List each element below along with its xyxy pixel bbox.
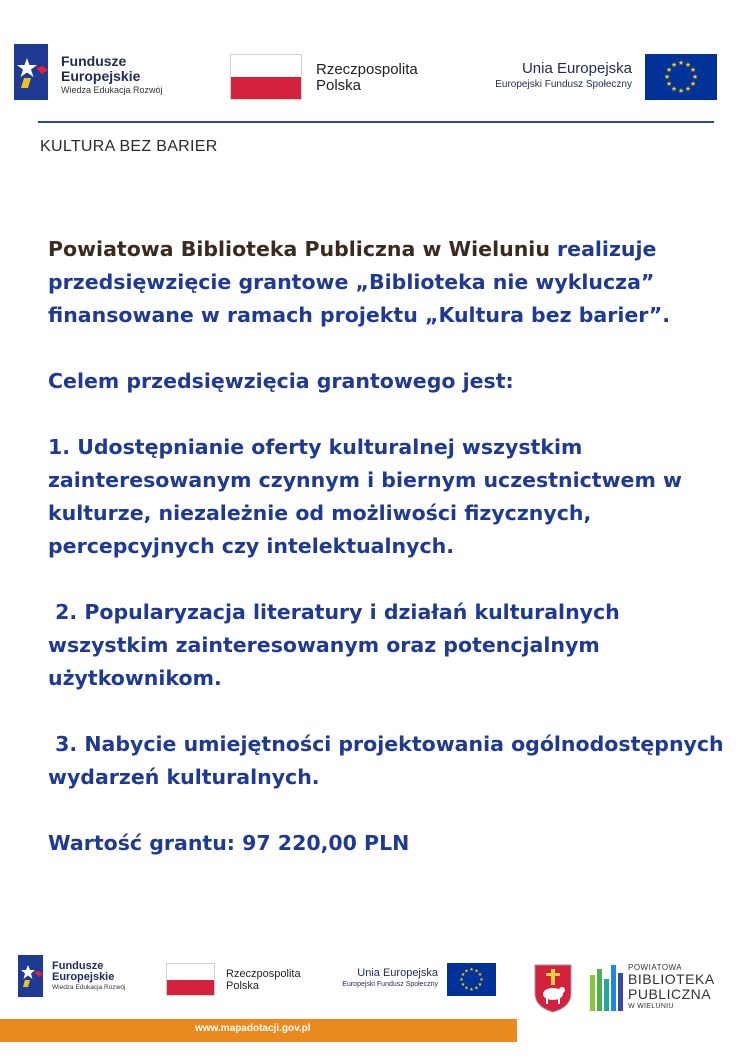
fe-line1: Fundusze [61, 53, 127, 69]
footer-unia-europejska-text [340, 967, 438, 990]
svg-text:★: ★ [474, 968, 479, 975]
ue-line2: Europejski Fundusz Społeczny [495, 79, 632, 90]
library-line1: POWIATOWA [628, 963, 683, 972]
library-line2: BIBLIOTEKA [628, 971, 715, 987]
svg-text:★: ★ [469, 967, 474, 973]
library-name: Powiatowa Biblioteka Publiczna w Wieluniu [48, 237, 550, 261]
footer-polish-flag-icon [166, 963, 215, 996]
footer-fe-emblem-icon [18, 955, 48, 997]
svg-text:★: ★ [477, 982, 483, 988]
ue-line1: Unia Europejska [521, 60, 632, 77]
svg-text:★: ★ [464, 968, 469, 975]
footer-fe-text [52, 961, 125, 993]
svg-text:★: ★ [684, 85, 692, 93]
footer-pl-line1: Rzeczpospolita [226, 968, 301, 980]
intro-text: realizuje przedsięwzięcie grantowe „Biblioteka nie wyklucza” finansowane w ramach projektu „Kultura bez barier”. [48, 237, 671, 327]
library-line3: PUBLICZNA [628, 986, 712, 1002]
footer-ue-line1: Unia Europejska [357, 967, 438, 979]
announcement-body [48, 233, 731, 860]
svg-text:★: ★ [684, 61, 692, 69]
goal-item-3: 3. Nabycie umiejętności projektowania ogólnodostępnych wydarzeń kulturalnych. [48, 732, 731, 789]
svg-text:★: ★ [460, 972, 466, 978]
library-books-icon [590, 965, 626, 1013]
footer-rzeczpospolita-polska-text [226, 968, 301, 992]
svg-text:★: ★ [665, 80, 673, 88]
library-logo [590, 963, 730, 1018]
svg-text:★: ★ [677, 59, 685, 67]
footer-url[interactable]: www.mapadotacji.gov.pl [195, 1023, 311, 1034]
svg-text:★: ★ [670, 61, 678, 69]
fundusze-europejskie-text [61, 54, 163, 96]
goal-item-1: 1. Udostępnianie oferty kulturalnej wszystkim zainteresowanym czynnym i biernym uczestnictwem w kulturze, niezależnie od możliwości fizycznych, percepcyjnych czy intelektualnych. [48, 435, 690, 558]
polish-flag-icon [230, 54, 302, 100]
pl-line1: Rzeczpospolita [316, 61, 418, 78]
fundusze-europejskie-logo [14, 44, 194, 102]
svg-text:★: ★ [460, 982, 466, 988]
footer-eu-flag-icon [447, 963, 496, 996]
footer-fe-line1: Fundusze [52, 960, 104, 972]
project-name: KULTURA BEZ BARIER [40, 138, 218, 155]
svg-text:★: ★ [670, 85, 678, 93]
goal-item-2: 2. Popularyzacja literatury i działań kulturalnych wszystkim zainteresowanym oraz potencjalnym użytkownikom. [48, 600, 627, 690]
rzeczpospolita-polska-text [316, 62, 418, 94]
fe-line2: Europejskie [61, 68, 141, 84]
intro-paragraph [48, 233, 728, 332]
footer-pl-line2: Polska [226, 980, 260, 992]
svg-text:★: ★ [474, 985, 479, 992]
footer-fundusze-europejskie-logo [18, 955, 148, 1000]
svg-text:★: ★ [469, 987, 474, 993]
header-divider [38, 121, 714, 123]
eu-stars-icon [645, 54, 717, 100]
eu-flag-icon [645, 54, 717, 100]
svg-text:★: ★ [464, 985, 469, 992]
svg-text:★: ★ [689, 66, 697, 74]
fe-line3: Wiedza Edukacja Rozwój [61, 85, 163, 95]
svg-text:★: ★ [663, 73, 671, 81]
footer-fe-line2: Europejskie [52, 971, 115, 983]
footer-eu-stars-icon [447, 963, 496, 996]
fundusze-europejskie-emblem-icon [14, 44, 54, 100]
library-logo-text [628, 963, 715, 1011]
grant-value: Wartość grantu: 97 220,00 PLN [48, 831, 410, 855]
svg-text:★: ★ [459, 977, 464, 983]
wielun-crest-icon [533, 963, 573, 1013]
svg-text:★: ★ [479, 977, 484, 983]
svg-text:★: ★ [477, 972, 483, 978]
svg-text:★: ★ [677, 87, 685, 95]
svg-text:★: ★ [665, 66, 673, 74]
svg-text:★: ★ [689, 80, 697, 88]
footer-ue-line2: Europejski Fundusz Społeczny [342, 981, 438, 988]
unia-europejska-text [482, 60, 632, 92]
footer-fe-line3: Wiedza Edukacja Rozwój [52, 984, 126, 991]
library-line4: W WIELUNIU [628, 1003, 674, 1010]
svg-text:★: ★ [691, 73, 699, 81]
pl-line2: Polska [316, 77, 362, 94]
goal-heading: Celem przedsięwzięcia grantowego jest: [48, 369, 514, 393]
